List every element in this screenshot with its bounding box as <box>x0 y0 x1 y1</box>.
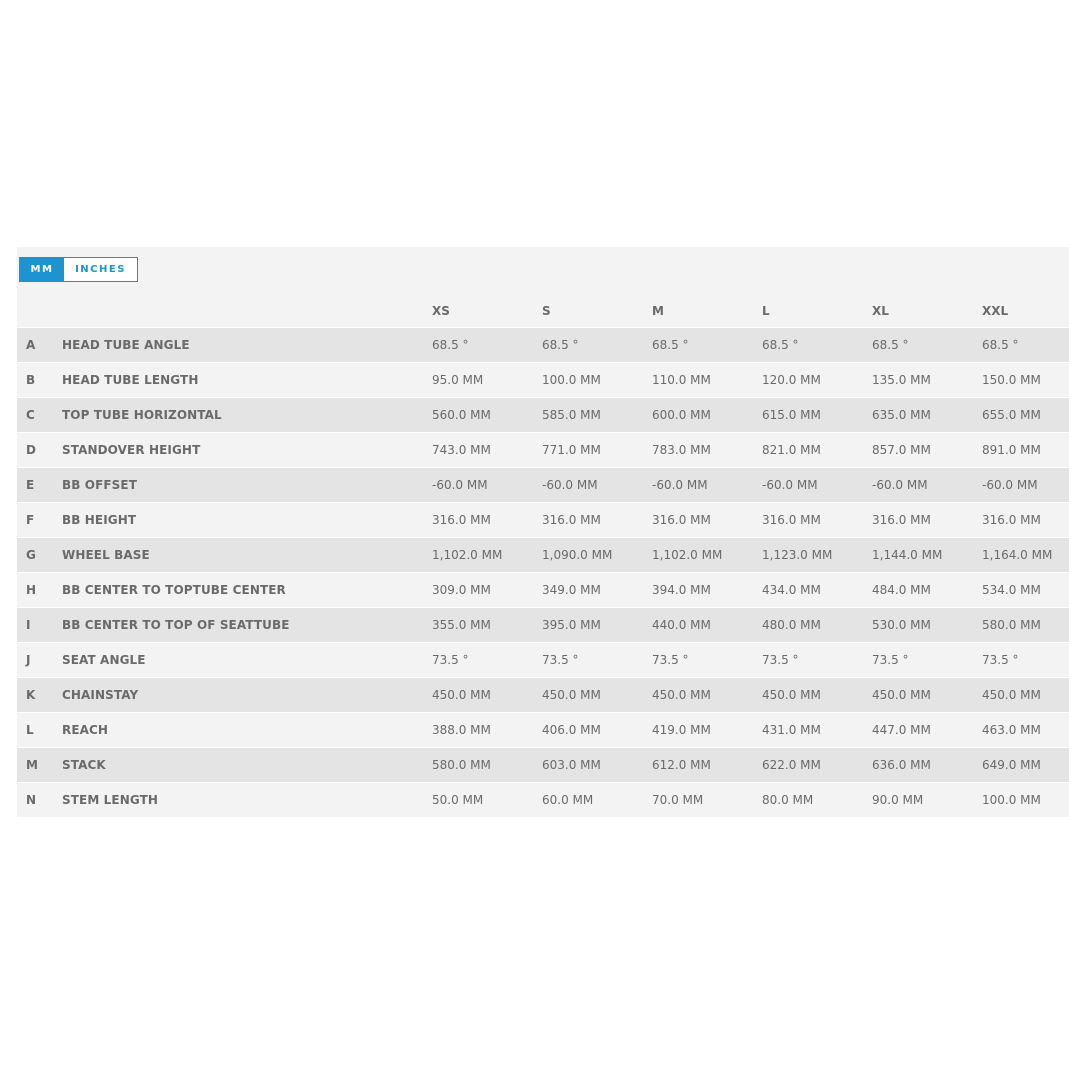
row-value-cell: 68.5 ° <box>872 338 909 352</box>
row-letter: F <box>26 513 35 527</box>
row-letter: L <box>26 723 34 737</box>
row-value-cell: 560.0 MM <box>432 408 491 422</box>
row-value-cell: 73.5 ° <box>762 653 799 667</box>
row-value-cell: 580.0 MM <box>432 758 491 772</box>
row-value-cell: 68.5 ° <box>762 338 799 352</box>
row-value-cell: 316.0 MM <box>432 513 491 527</box>
unit-inches-button[interactable]: INCHES <box>64 258 137 281</box>
row-letter: J <box>26 653 31 667</box>
table-row <box>17 328 1069 363</box>
unit-mm-button[interactable]: MM <box>20 258 64 281</box>
row-value-cell: 68.5 ° <box>542 338 579 352</box>
row-value-cell: 434.0 MM <box>762 583 821 597</box>
row-value-cell: 600.0 MM <box>652 408 711 422</box>
row-letter: K <box>26 688 36 702</box>
header-blank-cell <box>62 294 432 328</box>
row-label: CHAINSTAY <box>62 688 139 702</box>
row-value-cell: 440.0 MM <box>652 618 711 632</box>
row-letter: E <box>26 478 35 492</box>
row-value-cell: 68.5 ° <box>432 338 469 352</box>
row-letter: M <box>26 758 38 772</box>
row-value-cell: 316.0 MM <box>762 513 821 527</box>
row-value-cell: 580.0 MM <box>982 618 1041 632</box>
row-value-cell: 450.0 MM <box>762 688 821 702</box>
row-value-cell: -60.0 MM <box>652 478 708 492</box>
table-row <box>17 748 1069 783</box>
row-letter: D <box>26 443 36 457</box>
row-label: BB CENTER TO TOPTUBE CENTER <box>62 583 286 597</box>
row-value-cell: 857.0 MM <box>872 443 931 457</box>
row-value-cell: 431.0 MM <box>762 723 821 737</box>
table-row <box>17 363 1069 398</box>
table-row <box>17 503 1069 538</box>
row-value-cell: 50.0 MM <box>432 793 484 807</box>
row-value-cell: 649.0 MM <box>982 758 1041 772</box>
row-label: BB HEIGHT <box>62 513 137 527</box>
table-row <box>17 433 1069 468</box>
row-value-cell: 388.0 MM <box>432 723 491 737</box>
row-value-cell: 100.0 MM <box>982 793 1041 807</box>
row-letter: G <box>26 548 36 562</box>
row-value-cell: 783.0 MM <box>652 443 711 457</box>
row-value-cell: 1,102.0 MM <box>652 548 723 562</box>
header-size-0: XS <box>432 303 450 318</box>
row-value-cell: 90.0 MM <box>872 793 924 807</box>
row-value-cell: 636.0 MM <box>872 758 931 772</box>
header-size-4: XL <box>872 303 889 318</box>
row-value-cell: 635.0 MM <box>872 408 931 422</box>
row-label: STACK <box>62 758 106 772</box>
row-value-cell: 771.0 MM <box>542 443 601 457</box>
table-row <box>17 468 1069 503</box>
row-label: HEAD TUBE ANGLE <box>62 338 190 352</box>
row-value-cell: 1,090.0 MM <box>542 548 613 562</box>
table-row <box>17 713 1069 748</box>
row-label: BB CENTER TO TOP OF SEATTUBE <box>62 618 290 632</box>
table-row <box>17 608 1069 643</box>
row-letter: H <box>26 583 37 597</box>
table-row <box>17 643 1069 678</box>
row-label: STEM LENGTH <box>62 793 158 807</box>
row-label: WHEEL BASE <box>62 548 150 562</box>
row-value-cell: 68.5 ° <box>982 338 1019 352</box>
row-value-cell: 150.0 MM <box>982 373 1041 387</box>
row-value-cell: 120.0 MM <box>762 373 821 387</box>
row-value-cell: 406.0 MM <box>542 723 601 737</box>
row-value-cell: 68.5 ° <box>652 338 689 352</box>
header-size-2: M <box>652 303 664 318</box>
row-value-cell: 395.0 MM <box>542 618 601 632</box>
table-row <box>17 783 1069 818</box>
row-value-cell: -60.0 MM <box>872 478 928 492</box>
row-value-cell: 73.5 ° <box>982 653 1019 667</box>
row-label: REACH <box>62 723 109 737</box>
row-label: BB OFFSET <box>62 478 137 492</box>
row-value-cell: 73.5 ° <box>652 653 689 667</box>
row-value-cell: 447.0 MM <box>872 723 931 737</box>
row-value-cell: -60.0 MM <box>982 478 1038 492</box>
row-value-cell: 450.0 MM <box>982 688 1041 702</box>
row-value-cell: 1,102.0 MM <box>432 548 503 562</box>
header-size-1: S <box>542 303 551 318</box>
row-value-cell: 80.0 MM <box>762 793 814 807</box>
row-value-cell: 316.0 MM <box>542 513 601 527</box>
row-label: STANDOVER HEIGHT <box>62 443 201 457</box>
row-value-cell: 450.0 MM <box>652 688 711 702</box>
header-size-5: XXL <box>982 303 1009 318</box>
unit-toggle <box>19 257 138 282</box>
table-row <box>17 538 1069 573</box>
row-value-cell: 450.0 MM <box>872 688 931 702</box>
geometry-panel <box>17 247 1069 809</box>
row-value-cell: 73.5 ° <box>872 653 909 667</box>
row-value-cell: 309.0 MM <box>432 583 491 597</box>
row-letter: A <box>26 338 36 352</box>
header-blank-cell <box>17 294 62 328</box>
row-value-cell: 612.0 MM <box>652 758 711 772</box>
row-letter: C <box>26 408 35 422</box>
row-letter: B <box>26 373 36 387</box>
row-value-cell: 70.0 MM <box>652 793 704 807</box>
table-body <box>17 328 1069 818</box>
row-value-cell: 530.0 MM <box>872 618 931 632</box>
row-value-cell: 450.0 MM <box>432 688 491 702</box>
row-value-cell: 100.0 MM <box>542 373 601 387</box>
row-value-cell: 585.0 MM <box>542 408 601 422</box>
table-row <box>17 678 1069 713</box>
row-value-cell: 463.0 MM <box>982 723 1041 737</box>
table-header-row <box>17 294 1069 328</box>
row-value-cell: 1,123.0 MM <box>762 548 833 562</box>
row-value-cell: 355.0 MM <box>432 618 491 632</box>
row-value-cell: 534.0 MM <box>982 583 1041 597</box>
row-value-cell: 60.0 MM <box>542 793 594 807</box>
row-value-cell: 891.0 MM <box>982 443 1041 457</box>
row-value-cell: 316.0 MM <box>652 513 711 527</box>
row-value-cell: 135.0 MM <box>872 373 931 387</box>
row-label: SEAT ANGLE <box>62 653 146 667</box>
row-value-cell: 450.0 MM <box>542 688 601 702</box>
row-letter: N <box>26 793 37 807</box>
row-letter: I <box>26 618 31 632</box>
row-value-cell: 821.0 MM <box>762 443 821 457</box>
row-value-cell: 480.0 MM <box>762 618 821 632</box>
row-value-cell: 73.5 ° <box>432 653 469 667</box>
row-value-cell: 484.0 MM <box>872 583 931 597</box>
row-value-cell: 1,144.0 MM <box>872 548 943 562</box>
row-label: TOP TUBE HORIZONTAL <box>62 408 222 422</box>
geometry-table <box>17 294 1069 817</box>
table-row <box>17 573 1069 608</box>
row-value-cell: 316.0 MM <box>872 513 931 527</box>
row-value-cell: 743.0 MM <box>432 443 491 457</box>
header-size-3: L <box>762 303 770 318</box>
row-value-cell: -60.0 MM <box>762 478 818 492</box>
row-value-cell: 622.0 MM <box>762 758 821 772</box>
row-value-cell: 73.5 ° <box>542 653 579 667</box>
row-label: HEAD TUBE LENGTH <box>62 373 199 387</box>
row-value-cell: -60.0 MM <box>542 478 598 492</box>
row-value-cell: 1,164.0 MM <box>982 548 1053 562</box>
row-value-cell: 419.0 MM <box>652 723 711 737</box>
row-value-cell: 349.0 MM <box>542 583 601 597</box>
row-value-cell: 394.0 MM <box>652 583 711 597</box>
table-row <box>17 398 1069 433</box>
row-value-cell: 110.0 MM <box>652 373 711 387</box>
row-value-cell: -60.0 MM <box>432 478 488 492</box>
row-value-cell: 655.0 MM <box>982 408 1041 422</box>
row-value-cell: 603.0 MM <box>542 758 601 772</box>
row-value-cell: 615.0 MM <box>762 408 821 422</box>
row-value-cell: 95.0 MM <box>432 373 484 387</box>
row-value-cell: 316.0 MM <box>982 513 1041 527</box>
